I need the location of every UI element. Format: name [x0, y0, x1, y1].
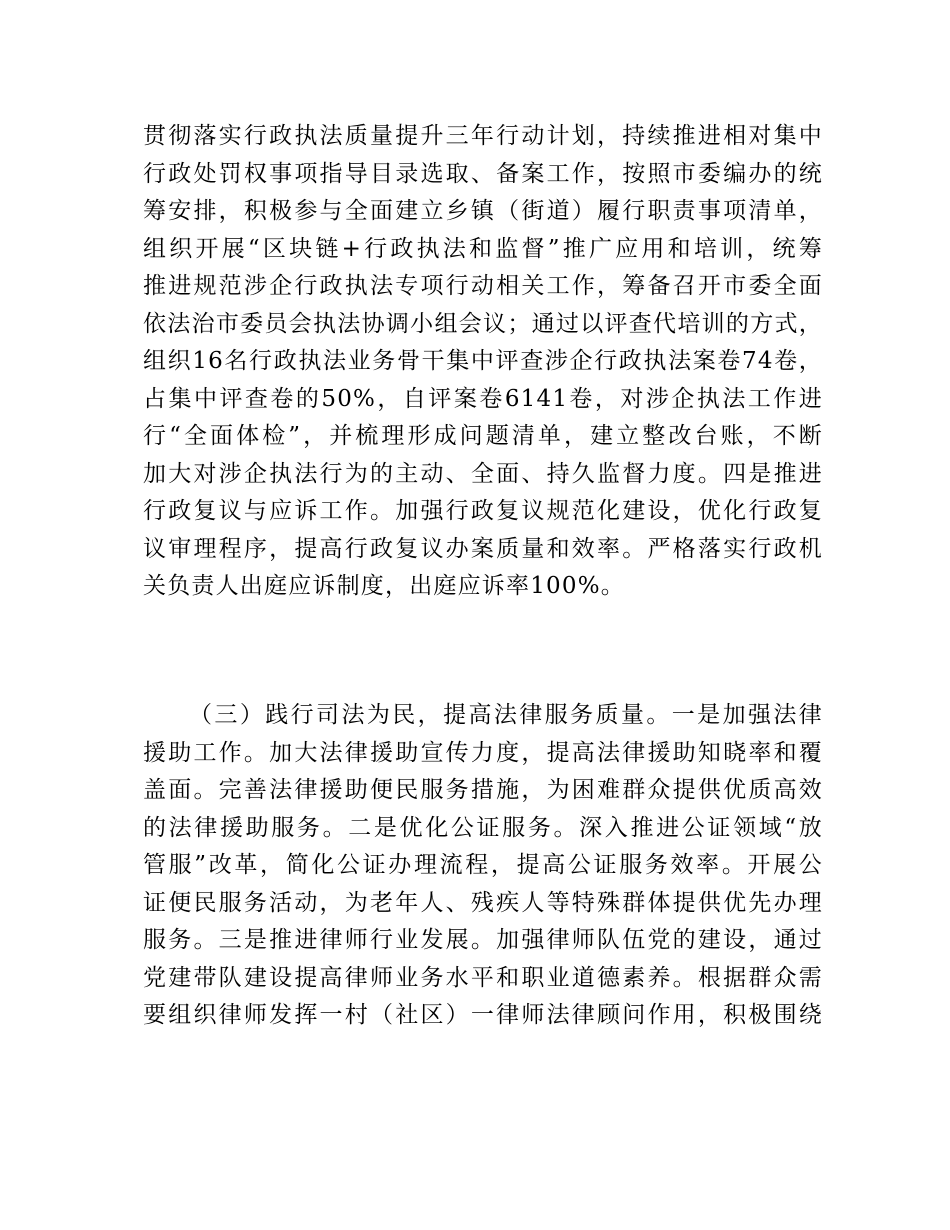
text-line: 证便民服务活动，为老年人、残疾人等特殊群体提供优先办理 [143, 889, 823, 916]
text-line: 贯彻落实行政执法质量提升三年行动计划，持续推进相对集中 [143, 123, 823, 149]
text-line: 行“全面体检”，并梳理形成问题清单，建立整改台账，不断 [143, 423, 823, 449]
text-line: 要组织律师发挥一村（社区）一律师法律顾问作用，积极围绕 [143, 1002, 823, 1028]
text-line: 的法律援助服务。二是优化公证服务。深入推进公证领域“放 [143, 814, 823, 841]
text-line: 党建带队建设提高律师业务水平和职业道德素养。根据群众需 [143, 964, 823, 991]
body-paragraph [143, 697, 823, 1035]
text-line: 加大对涉企执法行为的主动、全面、持久监督力度。四是推进 [143, 460, 823, 487]
text-line: 行政处罚权事项指导目录选取、备案工作，按照市委编办的统 [143, 160, 823, 187]
text-line: 关负责人出庭应诉制度，出庭应诉率100%。 [143, 573, 625, 599]
text-line: 占集中评查卷的50%，自评案卷6141卷，对涉企执法工作进 [143, 385, 823, 412]
text-line: 组织16名行政执法业务骨干集中评查涉企行政执法案卷74卷， [143, 348, 823, 374]
text-line: 服务。三是推进律师行业发展。加强律师队伍党的建设，通过 [143, 927, 823, 953]
text-line: 组织开展“区块链+行政执法和监督”推广应用和培训，统筹 [143, 235, 823, 262]
body-paragraph [143, 118, 823, 606]
text-line: 推进规范涉企行政执法专项行动相关工作，筹备召开市委全面 [143, 273, 823, 299]
text-line: 依法治市委员会执法协调小组会议；通过以评查代培训的方式， [143, 310, 823, 337]
text-line: 行政复议与应诉工作。加强行政复议规范化建设，优化行政复 [143, 498, 823, 524]
text-line: 援助工作。加大法律援助宣传力度，提高法律援助知晓率和覆 [143, 739, 823, 766]
text-line: 盖面。完善法律援助便民服务措施，为困难群众提供优质高效 [143, 777, 823, 803]
text-line: 议审理程序，提高行政复议办案质量和效率。严格落实行政机 [143, 535, 823, 562]
text-line: 管服”改革，简化公证办理流程，提高公证服务效率。开展公 [143, 852, 823, 878]
text-line-indented: （三）践行司法为民，提高法律服务质量。一是加强法律 [189, 702, 823, 728]
text-line: 筹安排，积极参与全面建立乡镇（街道）履行职责事项清单， [143, 198, 823, 224]
